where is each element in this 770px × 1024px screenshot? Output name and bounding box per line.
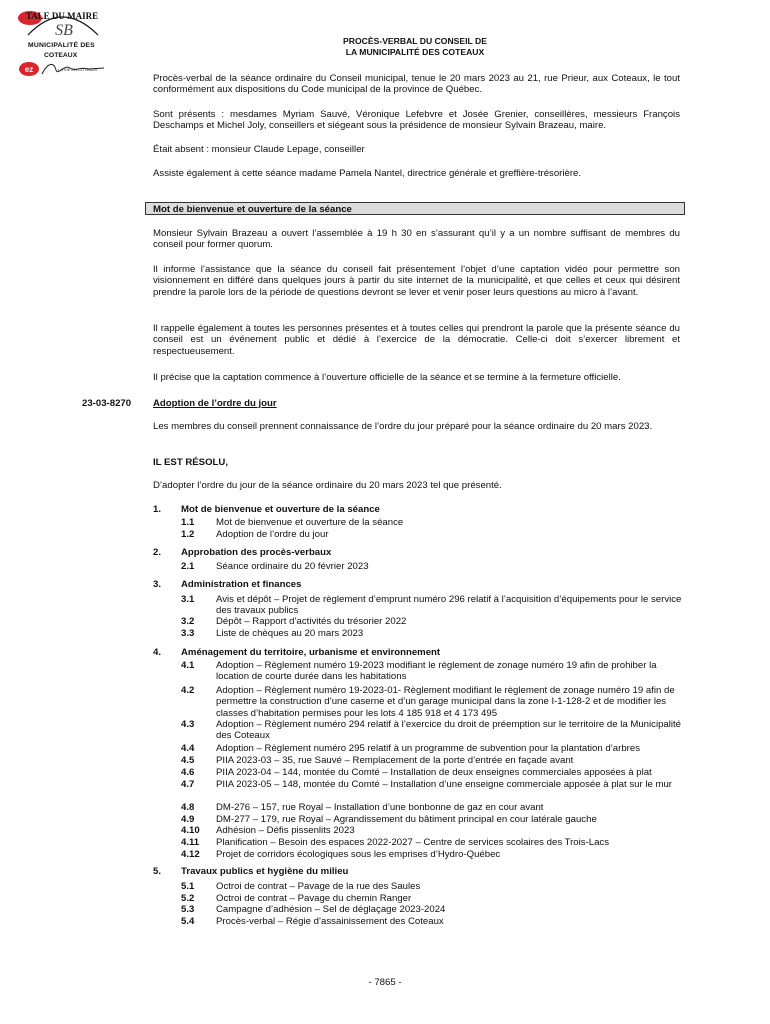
agenda-item-number: 5.3 xyxy=(181,904,195,915)
agenda-item-text: Dépôt – Rapport d’activités du trésorier 2022 xyxy=(216,616,407,627)
section1-paragraph-1: Monsieur Sylvain Brazeau a ouvert l’assemblée à 19 h 30 en s’assurant qu’il y a un nombre suffisant de membres du conseil pour former quorum. xyxy=(153,228,680,251)
agenda-item-number: 4.5 xyxy=(181,755,195,766)
agenda-section-title: Approbation des procès-verbaux xyxy=(181,547,332,558)
svg-text:TALE DU MAIRE: TALE DU MAIRE xyxy=(25,11,99,21)
agenda-item-number: 1.1 xyxy=(181,517,195,528)
logo-coteaux-label: COTEAUX xyxy=(44,52,78,59)
municipal-seal-logo xyxy=(18,5,106,41)
agenda-item-text: Avis et dépôt – Projet de règlement d’emprunt numéro 296 relatif à l’acquisition d’équipements pour le service des travaux publics xyxy=(216,594,682,617)
intro-paragraph-4: Assiste également à cette séance madame Pamela Nantel, directrice générale et greffière-trésorière. xyxy=(153,168,582,179)
agenda-section-number: 1. xyxy=(153,504,162,515)
agenda-item-number: 4.10 xyxy=(181,825,200,836)
agenda-item-text: Mot de bienvenue et ouverture de la séance xyxy=(216,517,404,528)
document-title-line2: LA MUNICIPALITÉ DES COTEAUX xyxy=(345,47,485,57)
agenda-item-number: 3.2 xyxy=(181,616,195,627)
agenda-item-text: Campagne d’adhésion – Sel de déglaçage 2023-2024 xyxy=(216,904,446,915)
resolution-title: Adoption de l’ordre du jour xyxy=(153,398,277,409)
agenda-item-number: 5.1 xyxy=(181,881,195,892)
agenda-item-text: DM-276 – 157, rue Royal – Installation d’une bonbonne de gaz en cour avant xyxy=(216,802,544,813)
agenda-item-number: 1.2 xyxy=(181,529,195,540)
agenda-section-number: 2. xyxy=(153,547,162,558)
section1-paragraph-4: Il précise que la captation commence à l’ouverture officielle de la séance et se termine à la fermeture officielle. xyxy=(153,372,621,383)
intro-paragraph-3: Était absent : monsieur Claude Lepage, conseiller xyxy=(153,144,365,155)
agenda-item-number: 5.2 xyxy=(181,893,195,904)
agenda-item-text: DM-277 – 179, rue Royal – Agrandissement du bâtiment principal en cour latérale gauche xyxy=(216,814,597,825)
page-number: - 7865 - xyxy=(368,977,402,988)
agenda-item-text: PIIA 2023-03 – 35, rue Sauvé – Remplacement de la porte d’entrée en façade avant xyxy=(216,755,574,766)
agenda-item-number: 3.1 xyxy=(181,594,195,605)
agenda-item-number: 3.3 xyxy=(181,628,195,639)
agenda-item-text: Adoption – Règlement numéro 295 relatif à un programme de subvention pour la plantation d’arbres xyxy=(216,743,640,754)
la-vie-en-coteaux-logo xyxy=(18,60,108,80)
resolution-number: 23-03-8270 xyxy=(82,398,132,409)
agenda-item-number: 4.12 xyxy=(181,849,200,860)
agenda-item-number: 4.9 xyxy=(181,814,195,825)
agenda-item-text: Liste de chèques au 20 mars 2023 xyxy=(216,628,364,639)
agenda-item-text: Adoption – Règlement numéro 19-2023-01- Règlement modifiant le règlement de zonage numéro 19 afin de permettre la construction d’une caserne et d’un garage municipal dans la zone I-1-128-2 et de modifier les classes d’habitation permises pour les lots 4 185 918 et 4 173 495 xyxy=(216,685,675,719)
agenda-item-text: PIIA 2023-05 – 148, montée du Comté – Installation d’une enseigne commerciale apposée à plat sur le mur xyxy=(216,779,672,790)
logo-municipality-label: MUNICIPALITÉ DES xyxy=(28,42,95,49)
agenda-item-text: Octroi de contrat – Pavage du chemin Ranger xyxy=(216,893,412,904)
agenda-section-title: Administration et finances xyxy=(181,579,302,590)
resolution-paragraph-2: D’adopter l’ordre du jour de la séance ordinaire du 20 mars 2023 tel que présenté. xyxy=(153,480,502,491)
agenda-item-number: 4.8 xyxy=(181,802,195,813)
section1-paragraph-2: Il informe l’assistance que la séance du conseil fait présentement l’objet d’une captation vidéo pour permettre son visionnement en différé dans quelques jours à partir du site internet de la municipalité, et que celles et ceux qui désirent prendre la parole lors de la période de questions devront se lever et venir poser leurs questions au micro à l’avant. xyxy=(153,264,680,298)
section-heading-bar: Mot de bienvenue et ouverture de la séance xyxy=(145,202,685,215)
agenda-item-text: Adoption – Règlement numéro 294 relatif à l’exercice du droit de préemption sur le territoire de la Municipalité des Coteaux xyxy=(216,719,682,742)
svg-text:SB: SB xyxy=(55,22,73,39)
agenda-section-number: 3. xyxy=(153,579,162,590)
seal-arc-icon xyxy=(18,5,106,41)
agenda-item-number: 5.4 xyxy=(181,916,195,927)
agenda-item-text: PIIA 2023-04 – 144, montée du Comté – Installation de deux enseignes commerciales apposées à plat xyxy=(216,767,652,778)
agenda-item-number: 4.3 xyxy=(181,719,195,730)
agenda-item-number: 4.6 xyxy=(181,767,195,778)
section1-paragraph-3: Il rappelle également à toutes les personnes présentes et à toutes celles qui prendront la parole que la présente séance du conseil est un événement public et dédié à l’exercice de la démocratie. Celle-ci doit s’exercer librement et respectueusement. xyxy=(153,323,680,357)
document-title-line1: PROCÈS-VERBAL DU CONSEIL DE xyxy=(343,36,487,46)
agenda-section-title: Aménagement du territoire, urbanisme et environnement xyxy=(181,647,441,658)
intro-paragraph-2: Sont présents : mesdames Myriam Sauvé, Véronique Lefebvre et Josée Grenier, conseillères, messieurs François Deschamps et Michel Joly, conseillers et siégeant sous la présidence de monsieur Sylvain Brazeau, maire. xyxy=(153,109,680,132)
agenda-item-number: 4.2 xyxy=(181,685,195,696)
agenda-section-title: Mot de bienvenue et ouverture de la séance xyxy=(181,504,380,515)
agenda-section-number: 4. xyxy=(153,647,162,658)
svg-text:LA VIE EN COTEAUX: LA VIE EN COTEAUX xyxy=(58,67,98,72)
coteaux-signature-icon xyxy=(18,60,108,80)
agenda-item-number: 4.1 xyxy=(181,660,195,671)
agenda-item-text: Adhésion – Défis pissenlits 2023 xyxy=(216,825,355,836)
agenda-section-title: Travaux publics et hygiène du milieu xyxy=(181,866,349,877)
agenda-section-number: 5. xyxy=(153,866,162,877)
agenda-item-text: Adoption de l’ordre du jour xyxy=(216,529,329,540)
agenda-item-number: 4.7 xyxy=(181,779,195,790)
agenda-item-text: Procès-verbal – Régie d’assainissement des Coteaux xyxy=(216,916,444,927)
agenda-item-number: 4.4 xyxy=(181,743,195,754)
agenda-item-text: Planification – Besoin des espaces 2022-2027 – Centre de services scolaires des Trois-Lacs xyxy=(216,837,610,848)
agenda-item-text: Séance ordinaire du 20 février 2023 xyxy=(216,561,369,572)
agenda-item-text: Adoption – Règlement numéro 19-2023 modifiant le règlement de zonage numéro 19 afin de prohiber la location de courte durée dans les habitations xyxy=(216,660,657,683)
agenda-item-text: Projet de corridors écologiques sous les emprises d’Hydro-Québec xyxy=(216,849,501,860)
agenda-item-number: 4.11 xyxy=(181,837,200,848)
agenda-item-text: Octroi de contrat – Pavage de la rue des Saules xyxy=(216,881,421,892)
intro-paragraph-1: Procès-verbal de la séance ordinaire du Conseil municipal, tenue le 20 mars 2023 au 21, rue Prieur, aux Coteaux, le tout conformément aux dispositions du Code municipal de la province de Québec. xyxy=(153,73,680,96)
resolution-paragraph-1: Les membres du conseil prennent connaissance de l’ordre du jour préparé pour la séance ordinaire du 20 mars 2023. xyxy=(153,421,653,432)
svg-text:ez: ez xyxy=(24,65,34,74)
agenda-item-number: 2.1 xyxy=(181,561,195,572)
resolution-resolved-label: IL EST RÉSOLU, xyxy=(153,457,228,468)
